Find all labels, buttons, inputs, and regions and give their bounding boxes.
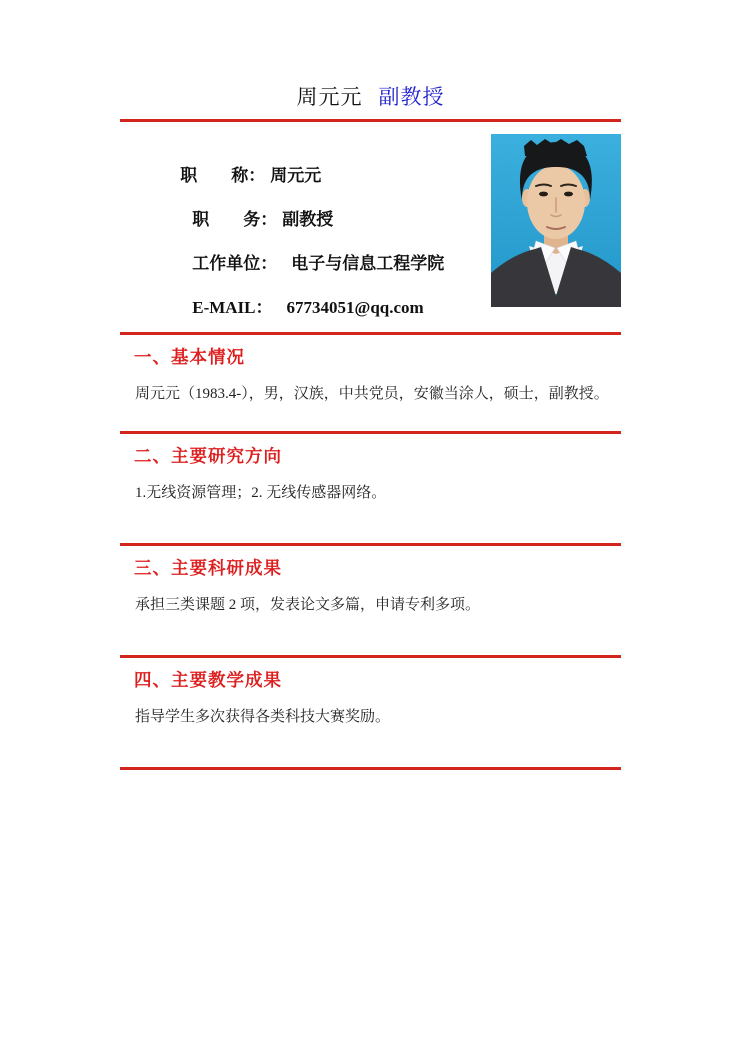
divider bbox=[120, 767, 621, 770]
profile-fields bbox=[120, 134, 444, 319]
divider bbox=[120, 543, 621, 546]
field-value: 副教授 bbox=[282, 210, 334, 229]
page-title bbox=[120, 0, 621, 110]
section-body: 1.无线资源管理；2. 无线传感器网络。 bbox=[135, 485, 387, 501]
section-heading: 四、主要教学成果 bbox=[134, 670, 282, 690]
divider bbox=[120, 655, 621, 658]
section-heading: 一、基本情况 bbox=[134, 347, 245, 367]
field-label: 职 称： bbox=[180, 166, 266, 185]
section-basic-info bbox=[120, 347, 621, 434]
person-name: 周元元 bbox=[296, 85, 363, 109]
section-research-achievements bbox=[120, 558, 621, 658]
section-body: 周元元（1983.4-），男，汉族，中共党员，安徽当涂人，硕士，副教授。 bbox=[135, 386, 609, 402]
profile-photo bbox=[491, 134, 621, 307]
profile-section bbox=[120, 134, 621, 319]
divider bbox=[120, 431, 621, 434]
field-value-email: 67734051@qq.com bbox=[286, 298, 424, 317]
section-research-directions bbox=[120, 446, 621, 546]
content-area bbox=[120, 0, 621, 770]
field-row-title bbox=[120, 143, 444, 185]
divider bbox=[120, 332, 621, 335]
section-heading: 二、主要研究方向 bbox=[134, 446, 282, 466]
field-value: 周元元 bbox=[270, 166, 322, 185]
field-label: E-MAIL： bbox=[192, 298, 273, 317]
field-value: 电子与信息工程学院 bbox=[291, 254, 445, 273]
section-body: 承担三类课题 2 项，发表论文多篇，申请专利多项。 bbox=[135, 597, 481, 613]
section-heading: 三、主要科研成果 bbox=[134, 558, 282, 578]
field-label: 职 务： bbox=[192, 210, 278, 229]
divider bbox=[120, 119, 621, 122]
field-label: 工作单位： bbox=[192, 254, 278, 273]
section-body: 指导学生多次获得各类科技大赛奖励。 bbox=[135, 709, 391, 725]
section-teaching-achievements bbox=[120, 670, 621, 770]
person-degree: 副教授 bbox=[378, 85, 445, 109]
